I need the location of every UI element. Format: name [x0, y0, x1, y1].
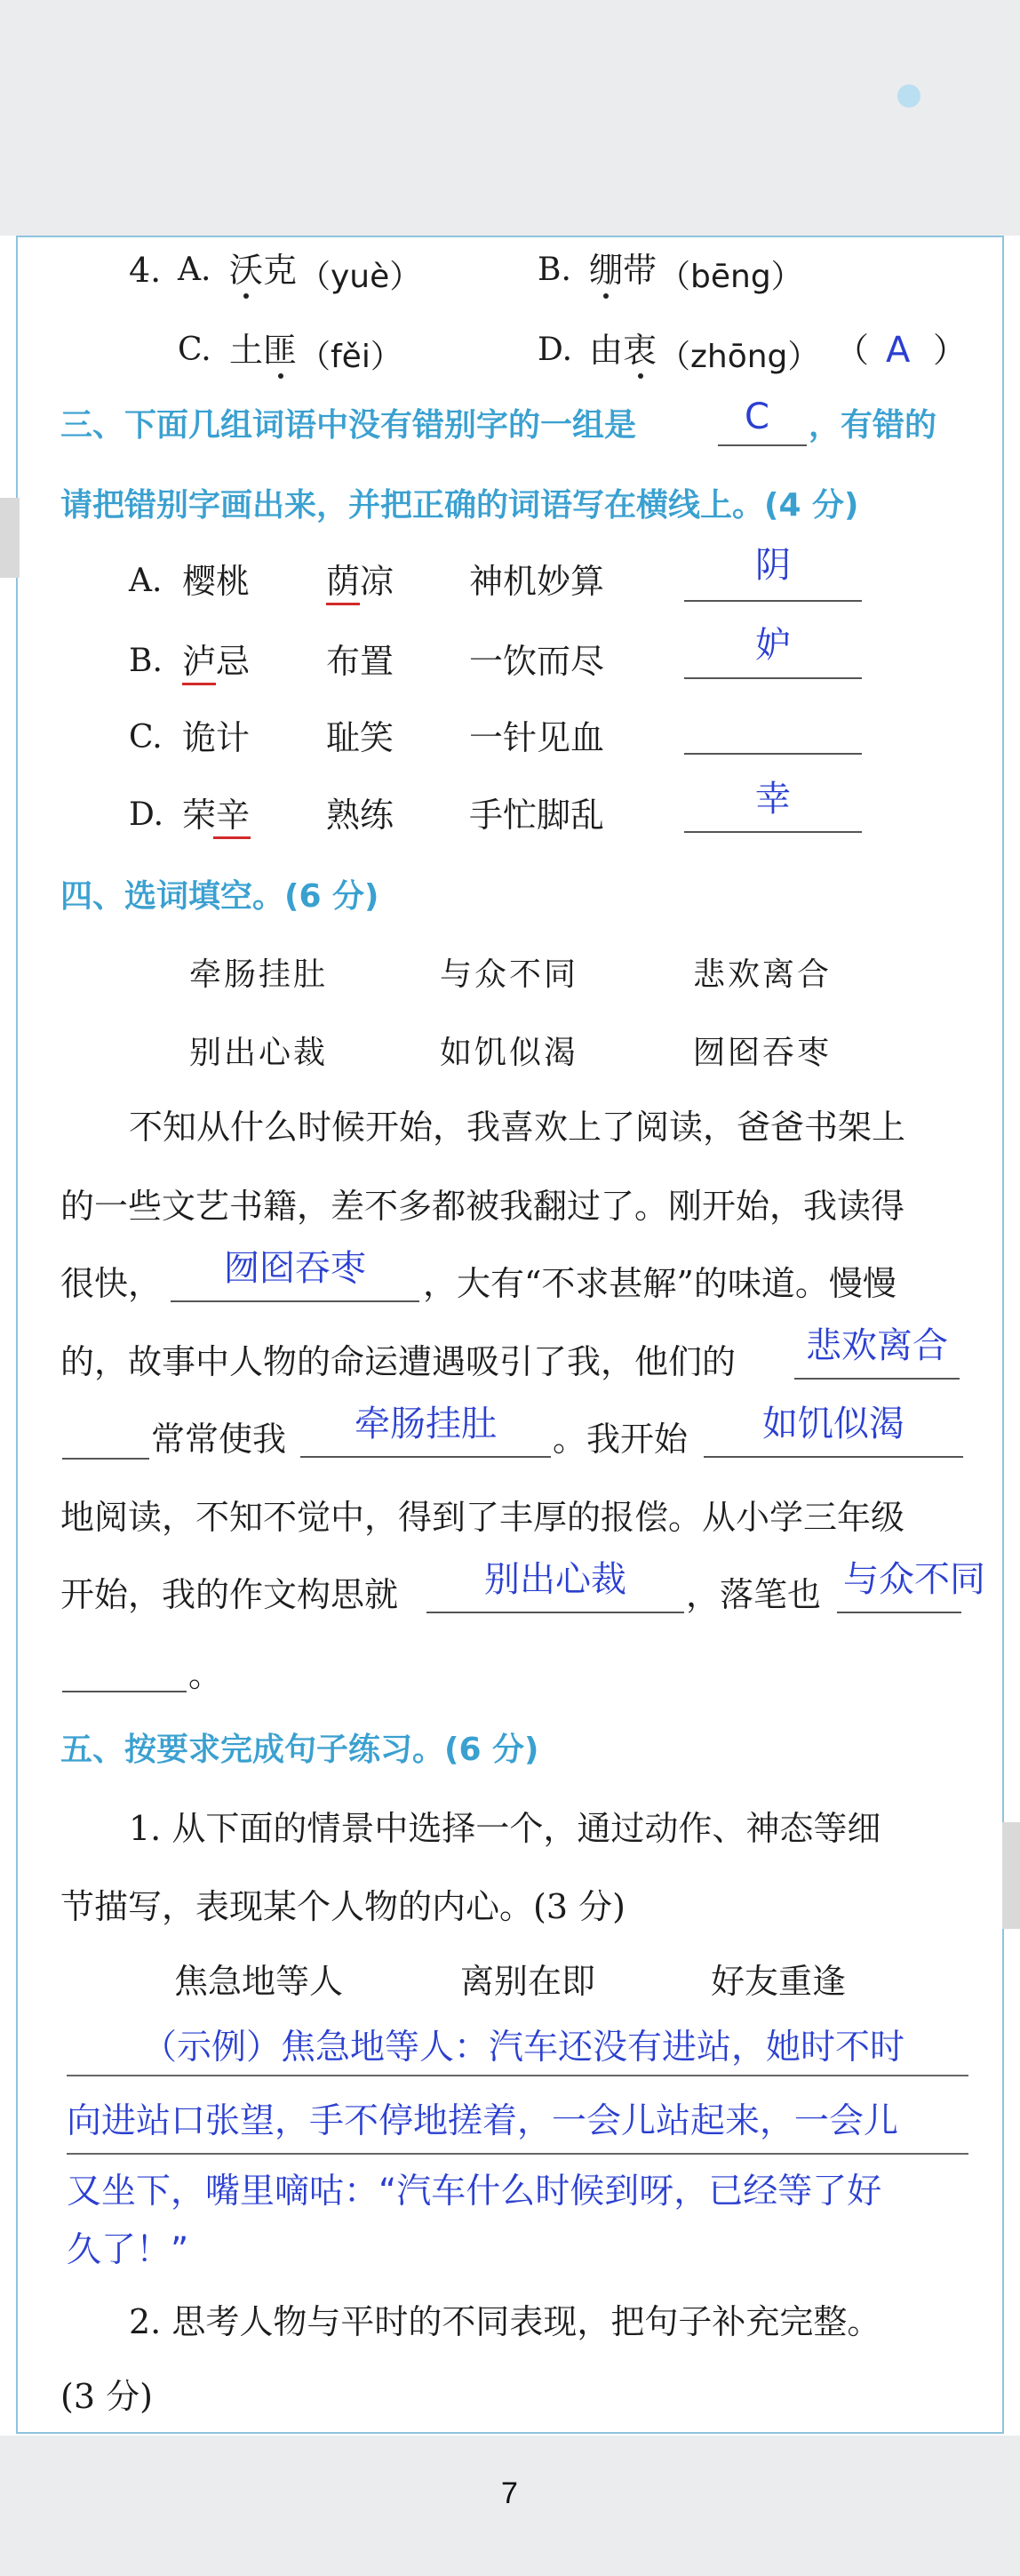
- emphasis-dot: [243, 293, 249, 299]
- row-b-label: B.: [129, 643, 163, 679]
- handwritten-answer-line: （示例）焦急地等人：汽车还没有进站，她时不时: [142, 2028, 905, 2068]
- error-underline: [182, 683, 216, 685]
- scene-option: 好友重逢: [711, 1962, 847, 2001]
- emphasis-dot: [603, 293, 609, 299]
- q4-option-c-label: C.: [178, 332, 211, 368]
- question-text: 2. 思考人物与平时的不同表现，把句子补充完整。: [129, 2302, 881, 2341]
- passage-line: 的，故事中人物的命运遭遇吸引了我，他们的: [60, 1342, 737, 1381]
- edge-tab-left: [0, 498, 20, 578]
- row-b-handwritten-answer: 妒: [755, 625, 791, 666]
- q4-option-d-pinyin: （zhōng）: [658, 339, 820, 375]
- section-3-handwritten-answer: C: [745, 396, 769, 437]
- answer-paren-open: （: [835, 331, 870, 370]
- row-b-word1: 泸忌: [182, 642, 251, 681]
- row-d-word1: 荣辛: [182, 796, 251, 835]
- row-d-handwritten-answer: 幸: [755, 779, 791, 820]
- error-underline: [326, 603, 360, 605]
- word-option: 悲欢离合: [693, 956, 833, 993]
- passage-line: 很快，: [60, 1264, 163, 1303]
- section-4-title: 四、选词填空。(6 分): [60, 878, 379, 915]
- q4-option-b-word: 绷带: [589, 251, 657, 290]
- fill-answer-3: 牵肠挂肚: [355, 1404, 497, 1444]
- answer-paren-close: ）: [933, 331, 968, 370]
- section-3-title-end: ，有错的: [809, 407, 937, 444]
- q4-option-d-label: D.: [538, 332, 573, 368]
- question-text: 1. 从下面的情景中选择一个，通过动作、神态等细: [129, 1809, 881, 1848]
- q4-handwritten-answer: A: [886, 330, 911, 371]
- fill-answer-5: 别出心裁: [484, 1559, 626, 1600]
- passage-line: 开始，我的作文构思就: [60, 1575, 399, 1614]
- passage-line: 。: [188, 1655, 223, 1694]
- answer-blank: [684, 600, 862, 602]
- handwritten-answer-line: 又坐下，嘴里嘀咕：“汽车什么时候到呀，已经等了好: [67, 2172, 882, 2212]
- answer-blank: [300, 1456, 551, 1458]
- fill-answer-1: 囫囵吞枣: [224, 1248, 366, 1289]
- handwritten-answer-line: 久了！”: [67, 2230, 189, 2270]
- row-d-word3: 手忙脚乱: [469, 796, 605, 835]
- emphasis-dot: [638, 373, 643, 379]
- answer-blank: [684, 753, 862, 755]
- word-option: 与众不同: [440, 956, 579, 993]
- answer-blank: [684, 831, 862, 833]
- section-3-title: 三、下面几组词语中没有错别字的一组是: [60, 407, 637, 444]
- q4-option-c-word: 土匪: [229, 331, 298, 370]
- q4-option-c-pinyin: （fěi）: [299, 339, 402, 375]
- row-b-word3: 一饮而尽: [469, 642, 605, 681]
- emphasis-dot: [278, 373, 283, 379]
- answer-blank: [426, 1612, 684, 1613]
- word-option: 别出心裁: [189, 1035, 329, 1071]
- page-number: 7: [501, 2476, 518, 2510]
- fill-answer-6: 与众不同: [843, 1559, 985, 1600]
- frame-top-line: [16, 236, 1004, 237]
- word-option: 牵肠挂肚: [189, 956, 329, 993]
- answer-blank: [684, 677, 862, 679]
- handwritten-answer-line: 向进站口张望，手不停地搓着，一会儿站起来，一会儿: [67, 2101, 899, 2141]
- answer-rule: [67, 2075, 968, 2076]
- frame-bottom-line: [16, 2432, 1004, 2434]
- answer-rule: [67, 2153, 968, 2155]
- row-c-word1: 诡计: [182, 718, 251, 757]
- passage-line: 常常使我: [151, 1420, 287, 1459]
- section-3-title-line2: 请把错别字画出来，并把正确的词语写在横线上。(4 分): [60, 487, 859, 524]
- edge-tab-right: [1002, 1822, 1020, 1929]
- word-option: 囫囵吞枣: [693, 1035, 833, 1071]
- passage-line: ，大有“不求甚解”的味道。慢慢: [423, 1264, 896, 1303]
- error-underline: [213, 836, 251, 839]
- answer-blank: [62, 1458, 149, 1460]
- row-c-word2: 耻笑: [326, 718, 394, 757]
- passage-line: 地阅读，不知不觉中，得到了丰厚的报偿。从小学三年级: [60, 1498, 905, 1537]
- answer-blank: [171, 1300, 419, 1302]
- fill-answer-2: 悲欢离合: [806, 1325, 948, 1366]
- row-a-handwritten-answer: 阴: [755, 545, 791, 586]
- answer-blank: [718, 444, 807, 446]
- answer-blank: [62, 1691, 187, 1692]
- answer-blank: [837, 1612, 961, 1613]
- q4-option-d-word: 由衷: [589, 331, 657, 370]
- passage-line: 不知从什么时候开始，我喜欢上了阅读，爸爸书架上: [129, 1108, 906, 1147]
- fill-answer-4: 如饥似渴: [762, 1404, 904, 1444]
- row-a-word1: 樱桃: [182, 562, 251, 601]
- q4-option-a-pinyin: （yuè）: [299, 259, 422, 295]
- corner-mark: [897, 84, 920, 108]
- word-option: 如饥似渴: [440, 1035, 579, 1071]
- top-margin-band: [0, 0, 1020, 236]
- q4-option-a-label: A.: [178, 252, 211, 288]
- row-c-word3: 一针见血: [469, 718, 605, 757]
- row-c-label: C.: [129, 719, 163, 756]
- passage-line: 。我开始: [553, 1420, 689, 1459]
- row-a-label: A.: [129, 563, 163, 599]
- passage-line: ，落笔也: [686, 1575, 822, 1614]
- section-5-title: 五、按要求完成句子练习。(6 分): [60, 1732, 539, 1768]
- scene-option: 离别在即: [460, 1962, 596, 2001]
- question-text: (3 分): [60, 2377, 153, 2416]
- q4-option-b-pinyin: （bēng）: [658, 259, 803, 295]
- row-a-word2: 荫凉: [326, 562, 394, 601]
- row-d-word2: 熟练: [326, 796, 394, 835]
- frame-right-line: [1002, 236, 1004, 2434]
- scene-option: 焦急地等人: [174, 1962, 344, 2001]
- q4-number: 4.: [129, 251, 162, 290]
- answer-blank: [704, 1456, 963, 1458]
- passage-line: 的一些文艺书籍，差不多都被我翻过了。刚开始，我读得: [60, 1187, 905, 1226]
- row-a-word3: 神机妙算: [469, 562, 605, 601]
- q4-option-a-word: 沃克: [229, 251, 298, 290]
- q4-option-b-label: B.: [538, 252, 571, 288]
- row-d-label: D.: [129, 796, 164, 833]
- answer-blank: [794, 1378, 960, 1380]
- row-b-word2: 布置: [326, 642, 394, 681]
- question-text: 节描写，表现某个人物的内心。(3 分): [60, 1887, 626, 1926]
